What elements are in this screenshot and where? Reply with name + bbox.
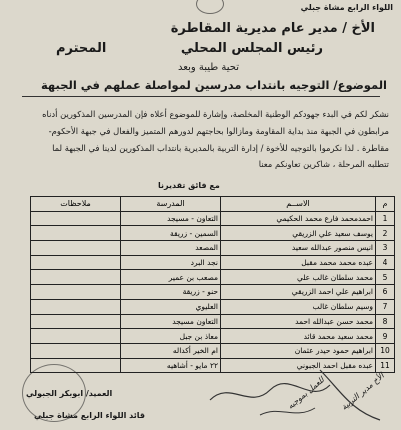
row-number: 7 bbox=[376, 299, 395, 314]
row-number: 5 bbox=[376, 270, 395, 285]
row-name: محمد سلطان غالب علي bbox=[221, 270, 376, 285]
header-notes: ملاحظات bbox=[31, 197, 121, 212]
row-notes bbox=[31, 299, 121, 314]
address-line-1: الأخ / مدير عام مديرية المقاطرة bbox=[170, 21, 375, 36]
row-school: التعاون - مسيجد bbox=[121, 211, 221, 226]
respected-label: المحترم bbox=[56, 41, 107, 56]
table-row bbox=[31, 299, 395, 314]
row-notes bbox=[31, 343, 121, 358]
body-line-2: مرابطون في الجبهة منذ بداية المقاومة ومازالوا بحاجتهم لدورهم المتميز والفعال في جبهة الأحكوم- bbox=[48, 126, 389, 136]
row-notes bbox=[31, 285, 121, 300]
row-notes bbox=[31, 211, 121, 226]
row-school: العليوي bbox=[121, 299, 221, 314]
handwritten-note-1: الأخ مدير التربية bbox=[340, 371, 387, 412]
subject-line: الموضوع/ التوجيه بانتداب مدرسين لمواصلة عملهم في الجبهة bbox=[40, 78, 387, 92]
header-number: م bbox=[376, 197, 395, 212]
table-row bbox=[31, 329, 395, 344]
row-school: التعاون مسيجد bbox=[121, 314, 221, 329]
body-line-4: تتطلبه المرحلة ، شاكرين تعاونكم معنا bbox=[258, 159, 389, 169]
row-notes bbox=[31, 329, 121, 344]
header-unit-name: اللواء الرابع مشاة جبلي bbox=[300, 3, 393, 12]
address-line-2: رئيس المجلس المحلي bbox=[180, 41, 323, 56]
row-name: عبده محمد محمد مقبل bbox=[221, 255, 376, 270]
row-number: 3 bbox=[376, 241, 395, 256]
body-line-3: مقاطرة . لذا نكرموا بالتوجيه للأخوة / إدارة التربية بالمديرية بانتداب المذكورين لدينا في الجبهة لما bbox=[52, 143, 389, 153]
row-notes bbox=[31, 226, 121, 241]
row-notes bbox=[31, 270, 121, 285]
table-row bbox=[31, 314, 395, 329]
table-row bbox=[31, 343, 395, 358]
row-school: حنو - زريقة bbox=[121, 285, 221, 300]
header-school: المدرسة bbox=[121, 197, 221, 212]
handwritten-note-2: للعمل بموجبه bbox=[286, 375, 327, 411]
table-row bbox=[31, 270, 395, 285]
row-number: 4 bbox=[376, 255, 395, 270]
row-notes bbox=[31, 255, 121, 270]
row-name: محمد سعيد محمد قائد bbox=[221, 329, 376, 344]
table-row bbox=[31, 285, 395, 300]
row-school: ٢٢ مايو - أشاهيه bbox=[121, 358, 221, 373]
row-school: معاذ بن جبل bbox=[121, 329, 221, 344]
table-row bbox=[31, 241, 395, 256]
row-notes bbox=[31, 241, 121, 256]
row-number: 6 bbox=[376, 285, 395, 300]
signatory-title: قائد اللواء الرابع مشاة جبلي bbox=[34, 411, 146, 420]
greeting: تحية طيبة وبعد bbox=[178, 62, 240, 73]
row-school: مصعب بن عمير bbox=[121, 270, 221, 285]
row-name: احمدمحمد فارع محمد الحكيمي bbox=[221, 211, 376, 226]
row-name: ابراهيم علي احمد الزريقي bbox=[221, 285, 376, 300]
body-line-1: نشكر لكم في البدء جهودكم الوطنية المخلصة، وإشارة للموضوع أعلاه فإن المدرسين المذكورين أدناه bbox=[42, 109, 389, 119]
row-school: نجد البرد bbox=[121, 255, 221, 270]
row-number: 1 bbox=[376, 211, 395, 226]
header-name: الاســم bbox=[221, 197, 376, 212]
row-notes bbox=[31, 314, 121, 329]
row-name: ابراهيم حمود حيدر عثمان bbox=[221, 343, 376, 358]
signatory-name: العميد/ ابوبكر الجبولي bbox=[26, 389, 113, 398]
row-number: 10 bbox=[376, 343, 395, 358]
row-school: ام الخير أكداله bbox=[121, 343, 221, 358]
row-number: 2 bbox=[376, 226, 395, 241]
row-name: انيس منصور عبدالله سعيد bbox=[221, 241, 376, 256]
row-number: 11 bbox=[376, 358, 395, 373]
row-name: عبده مقبل احمد الجبوني bbox=[221, 358, 376, 373]
table-row bbox=[31, 211, 395, 226]
subject-underline bbox=[22, 96, 380, 97]
row-name: يوسف سعيد علي الزريقي bbox=[221, 226, 376, 241]
row-number: 9 bbox=[376, 329, 395, 344]
table-header-row bbox=[31, 197, 395, 212]
emblem-stamp bbox=[196, 0, 224, 14]
row-name: وسيم سلطان غالب bbox=[221, 299, 376, 314]
row-number: 8 bbox=[376, 314, 395, 329]
closing-text: مع فائق تقديرنا bbox=[158, 181, 220, 190]
row-name: محمد حسن عبدالله احمد bbox=[221, 314, 376, 329]
teachers-table bbox=[30, 196, 395, 373]
table-row bbox=[31, 226, 395, 241]
row-school: السمين - زريقة bbox=[121, 226, 221, 241]
row-school: المصعد bbox=[121, 241, 221, 256]
table-row bbox=[31, 255, 395, 270]
